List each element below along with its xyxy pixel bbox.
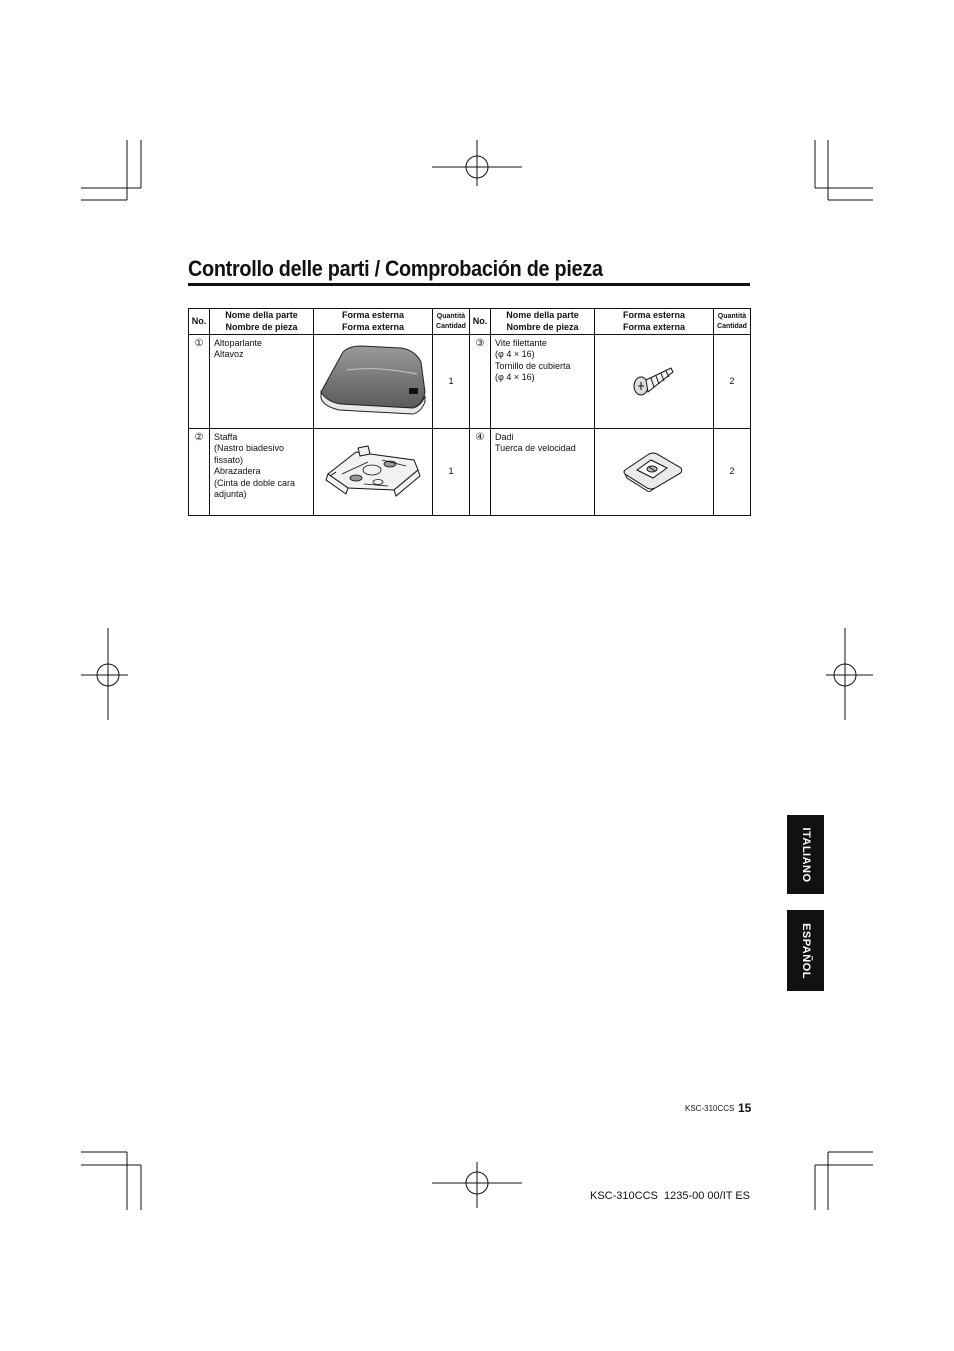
footer-model: KSC-310CCS: [685, 1104, 735, 1113]
header-shape: Forma esterna Forma externa: [595, 309, 714, 335]
header-name: Nome della parte Nombre de pieza: [210, 309, 314, 335]
parts-table: [188, 308, 751, 516]
header-no: No.: [470, 309, 491, 335]
part-number: ③: [470, 335, 491, 429]
bracket-icon: [318, 440, 428, 500]
part-name: Altoparlante Altavoz: [210, 335, 314, 429]
table-header-row: [189, 309, 751, 335]
table-row: [189, 429, 751, 516]
part-name: Vite filettante (φ 4 × 16) Tornillo de cubierta (φ 4 × 16): [491, 335, 595, 429]
part-number: ④: [470, 429, 491, 516]
speed-nut-icon: [619, 448, 689, 492]
table-row: [189, 335, 751, 429]
header-qty: Quantità Cantidad: [714, 309, 751, 335]
part-name: Dadi Tuerca de velocidad: [491, 429, 595, 516]
page-number: 15: [738, 1101, 752, 1115]
header-shape: Forma esterna Forma externa: [314, 309, 433, 335]
part-number: ②: [189, 429, 210, 516]
part-shape: [595, 429, 714, 516]
page-title: Controllo delle parti / Comprobación de pieza: [188, 256, 603, 281]
tab-italiano[interactable]: ITALIANO: [787, 815, 824, 894]
speaker-icon: [317, 340, 429, 420]
header-qty: Quantità Cantidad: [433, 309, 470, 335]
part-shape: [314, 335, 433, 429]
header-name: Nome della parte Nombre de pieza: [491, 309, 595, 335]
tab-espanol[interactable]: ESPAÑOL: [787, 910, 824, 991]
document-code: KSC-310CCS 1235-00 00/IT ES: [590, 1190, 750, 1202]
part-quantity: 2: [714, 429, 751, 516]
part-quantity: 1: [433, 335, 470, 429]
part-shape: [595, 335, 714, 429]
part-shape: [314, 429, 433, 516]
header-no: No.: [189, 309, 210, 335]
title-rule: [188, 283, 750, 286]
part-quantity: 1: [433, 429, 470, 516]
part-name: Staffa (Nastro biadesivo fissato) Abrazadera (Cinta de doble cara adjunta): [210, 429, 314, 516]
part-quantity: 2: [714, 335, 751, 429]
part-number: ①: [189, 335, 210, 429]
screw-icon: [629, 360, 679, 400]
